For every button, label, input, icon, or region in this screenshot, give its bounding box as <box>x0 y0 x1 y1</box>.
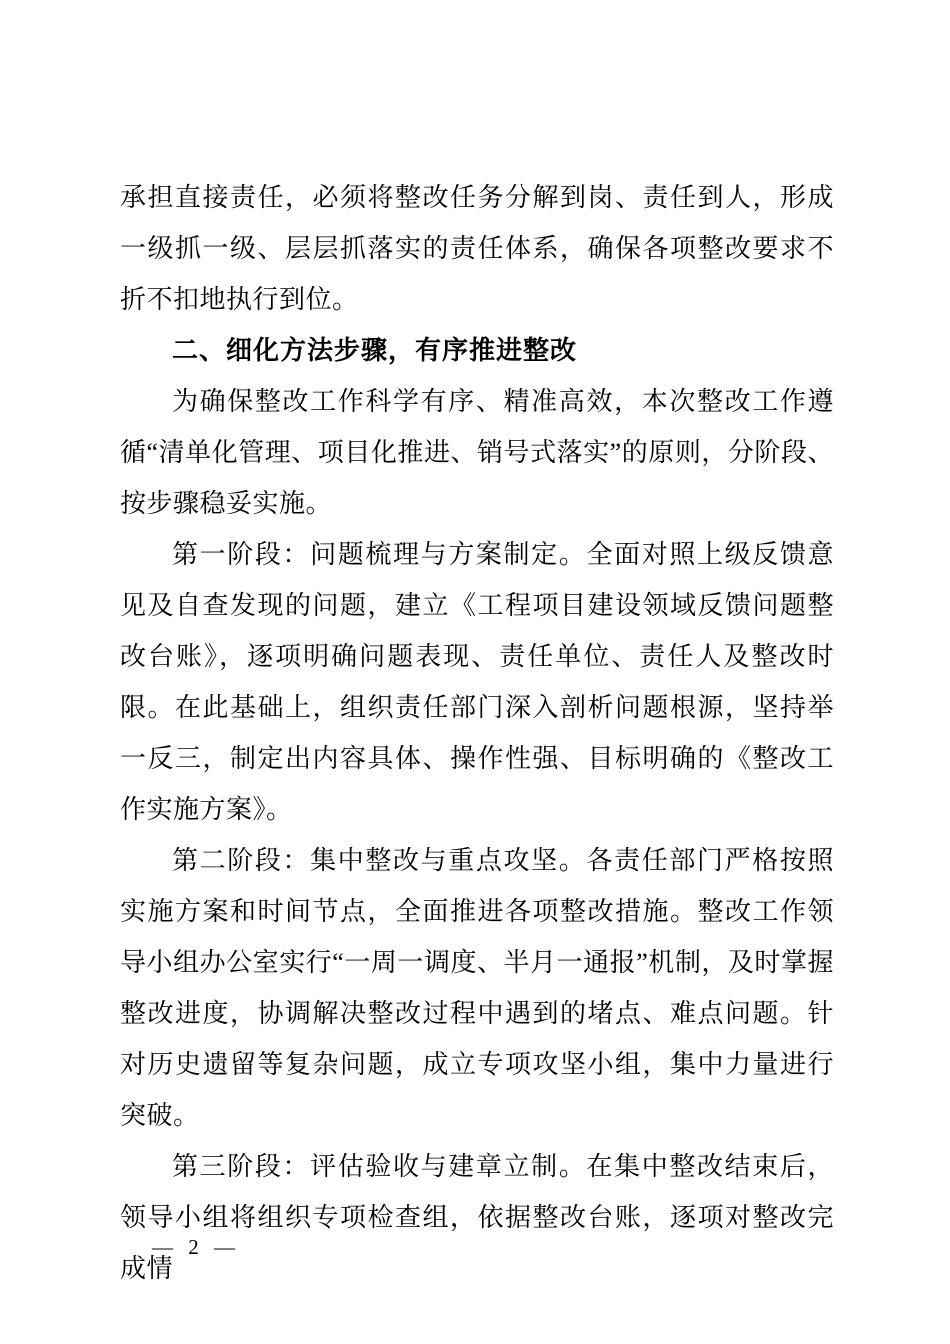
page-number: — 2 — <box>152 1235 240 1259</box>
paragraph: 承担直接责任，必须将整改任务分解到岗、责任到人，形成一级抓一级、层层抓落实的责任体系，确保各项整改要求不折不扣地执行到位。 <box>120 183 834 314</box>
paragraph: 第二阶段：集中整改与重点攻坚。各责任部门严格按照实施方案和时间节点，全面推进各项整改措施。整改工作领导小组办公室实行“一周一调度、半月一通报”机制，及时掌握整改进度，协调解决整改过程中遇到的堵点、难点问题。针对历史遗留等复杂问题，成立专项攻坚小组，集中力量进行突破。 <box>120 846 834 1130</box>
section-heading: 二、细化方法步骤，有序推进整改 <box>172 335 578 365</box>
document-content <box>120 172 834 1294</box>
paragraph: 第三阶段：评估验收与建章立制。在集中整改结束后，领导小组将组织专项检查组，依据整改台账，逐项对整改完成情 <box>120 1152 834 1283</box>
paragraph: 为确保整改工作科学有序、精准高效，本次整改工作遵循“清单化管理、项目化推进、销号式落实”的原则，分阶段、按步骤稳妥实施。 <box>120 387 834 518</box>
paragraph: 第一阶段：问题梳理与方案制定。全面对照上级反馈意见及自查发现的问题，建立《工程项目建设领域反馈问题整改台账》，逐项明确问题表现、责任单位、责任人及整改时限。在此基础上，组织责任部门深入剖析问题根源，坚持举一反三，制定出内容具体、操作性强、目标明确的《整改工作实施方案》。 <box>120 540 834 824</box>
